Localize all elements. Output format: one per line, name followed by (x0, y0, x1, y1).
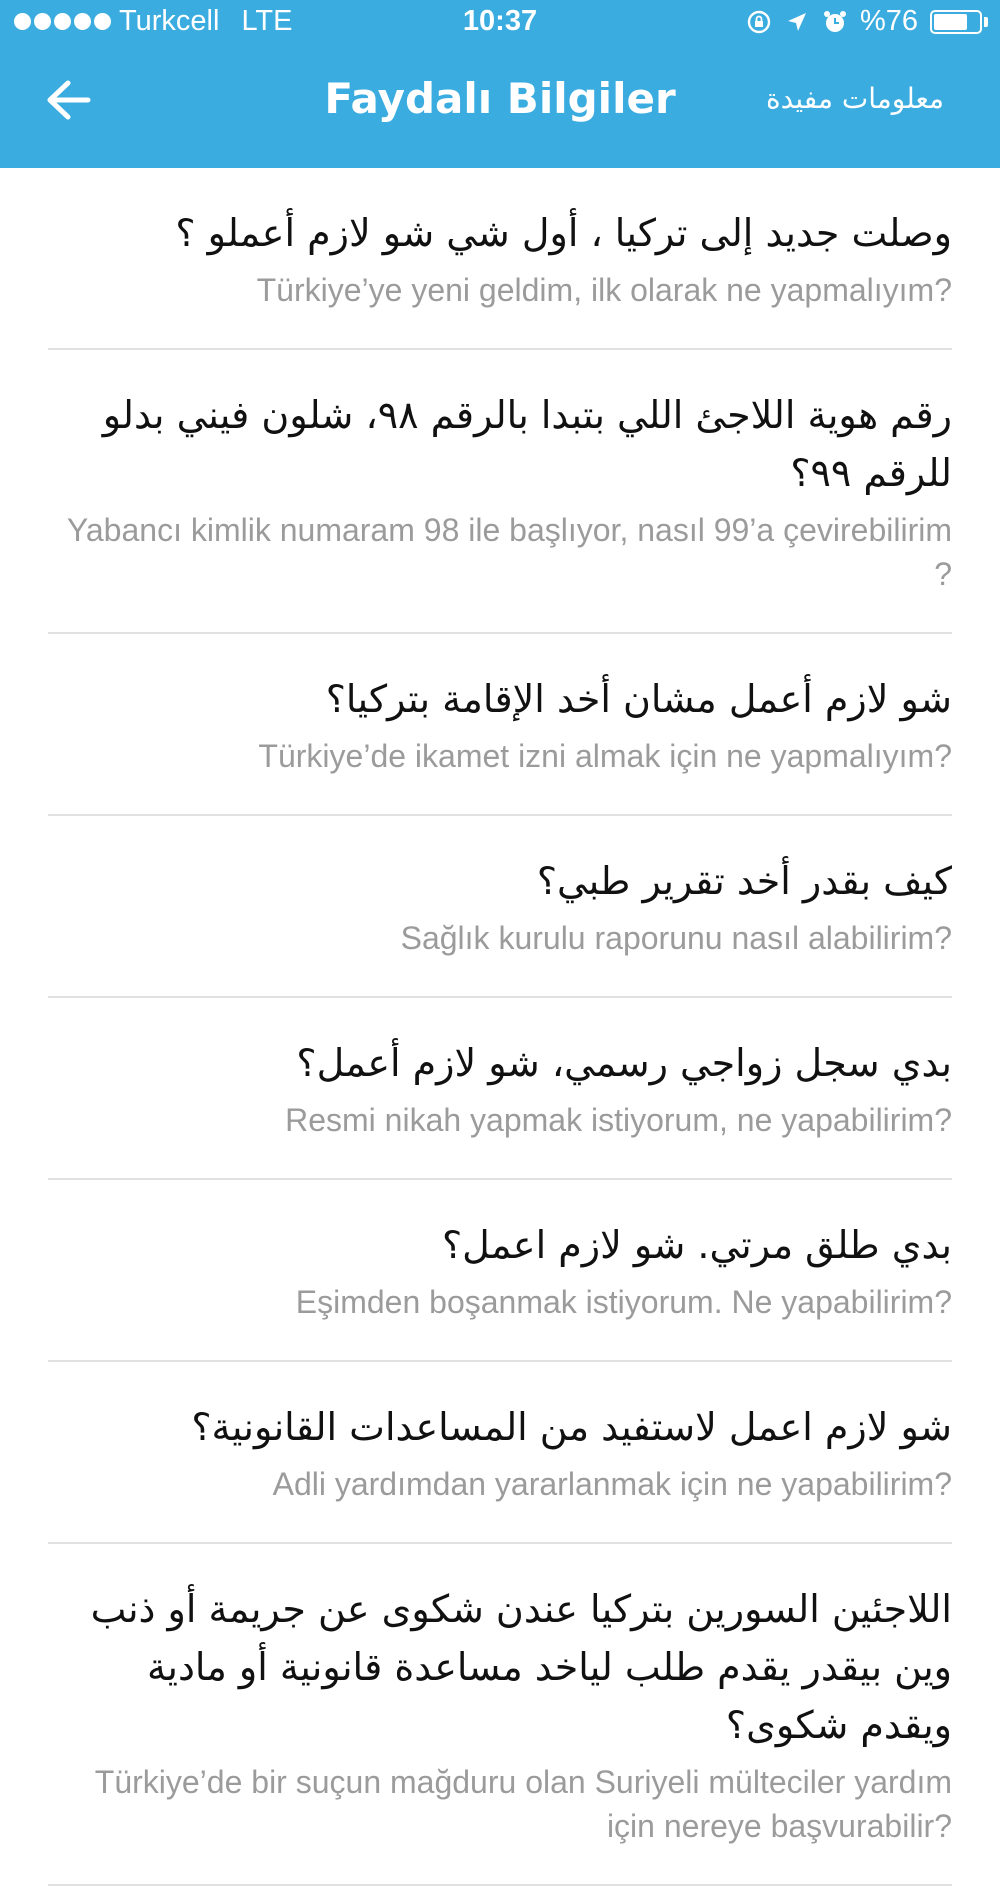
question-turkish: Türkiye’ye yeni geldim, ilk olarak ne yapmalıyım? (256, 272, 952, 308)
faq-list-item[interactable] (48, 1180, 952, 1362)
faq-list-item[interactable] (48, 168, 952, 350)
language-switch-button[interactable]: معلومات مفيدة (765, 82, 944, 115)
question-turkish: Resmi nikah yapmak istiyorum, ne yapabilirim? (285, 1102, 952, 1138)
question-turkish: Eşimden boşanmak istiyorum. Ne yapabilirim? (295, 1284, 952, 1320)
faq-list-item[interactable] (48, 1544, 952, 1886)
location-arrow-icon (784, 9, 810, 35)
page-title: Faydalı Bilgiler (324, 74, 676, 123)
question-arabic: شو لازم أعمل مشان أخد الإقامة بتركيا؟ (325, 677, 952, 721)
question-arabic: بدي طلق مرتي. شو لازم اعمل؟ (442, 1223, 952, 1267)
question-arabic: كيف بقدر أخد تقرير طبي؟ (536, 859, 952, 903)
question-arabic: وصلت جديد إلى تركيا ، أول شي شو لازم أعملو ؟ (175, 211, 952, 255)
status-time: 10:37 (462, 5, 538, 37)
status-bar (0, 0, 1000, 44)
status-right (746, 5, 988, 38)
question-turkish: Türkiye’de ikamet izni almak için ne yapmalıyım? (258, 738, 952, 774)
faq-list (0, 168, 1000, 1886)
question-arabic: شو لازم اعمل لاستفيد من المساعدات القانونية؟ (191, 1405, 952, 1449)
faq-list-item[interactable] (48, 816, 952, 998)
carrier-name: Turkcell (119, 5, 220, 37)
faq-list-item[interactable] (48, 350, 952, 634)
faq-list-item[interactable] (48, 1362, 952, 1544)
battery-percentage: %76 (859, 5, 918, 37)
question-arabic: بدي سجل زواجي رسمي، شو لازم أعمل؟ (296, 1041, 952, 1085)
alarm-clock-icon (822, 9, 848, 35)
rotation-lock-icon (746, 9, 772, 35)
question-turkish: Adli yardımdan yararlanmak için ne yapabilirim? (272, 1466, 952, 1502)
question-turkish: Sağlık kurulu raporunu nasıl alabilirim? (400, 920, 952, 956)
battery-icon (930, 10, 988, 34)
faq-list-item[interactable] (48, 634, 952, 816)
question-arabic: رقم هوية اللاجئ اللي بتبدا بالرقم ٩٨، شلون فيني بدلو للرقم ٩٩؟ (102, 393, 952, 495)
question-turkish: Yabancı kimlik numaram 98 ile başlıyor, nasıl 99’a çevirebilirim ? (66, 512, 952, 592)
question-turkish: Türkiye’de bir suçun mağduru olan Suriyeli mülteciler yardım için nereye başvurabilir? (94, 1764, 952, 1844)
app-header (0, 0, 1000, 168)
network-type: LTE (241, 5, 293, 37)
question-arabic: اللاجئين السورين بتركيا عندن شكوى عن جريمة أو ذنب وين بيقدر يقدم طلب لياخد مساعدة قانونية أو مادية ويقدم شكوى؟ (90, 1587, 952, 1747)
faq-list-item[interactable] (48, 998, 952, 1180)
